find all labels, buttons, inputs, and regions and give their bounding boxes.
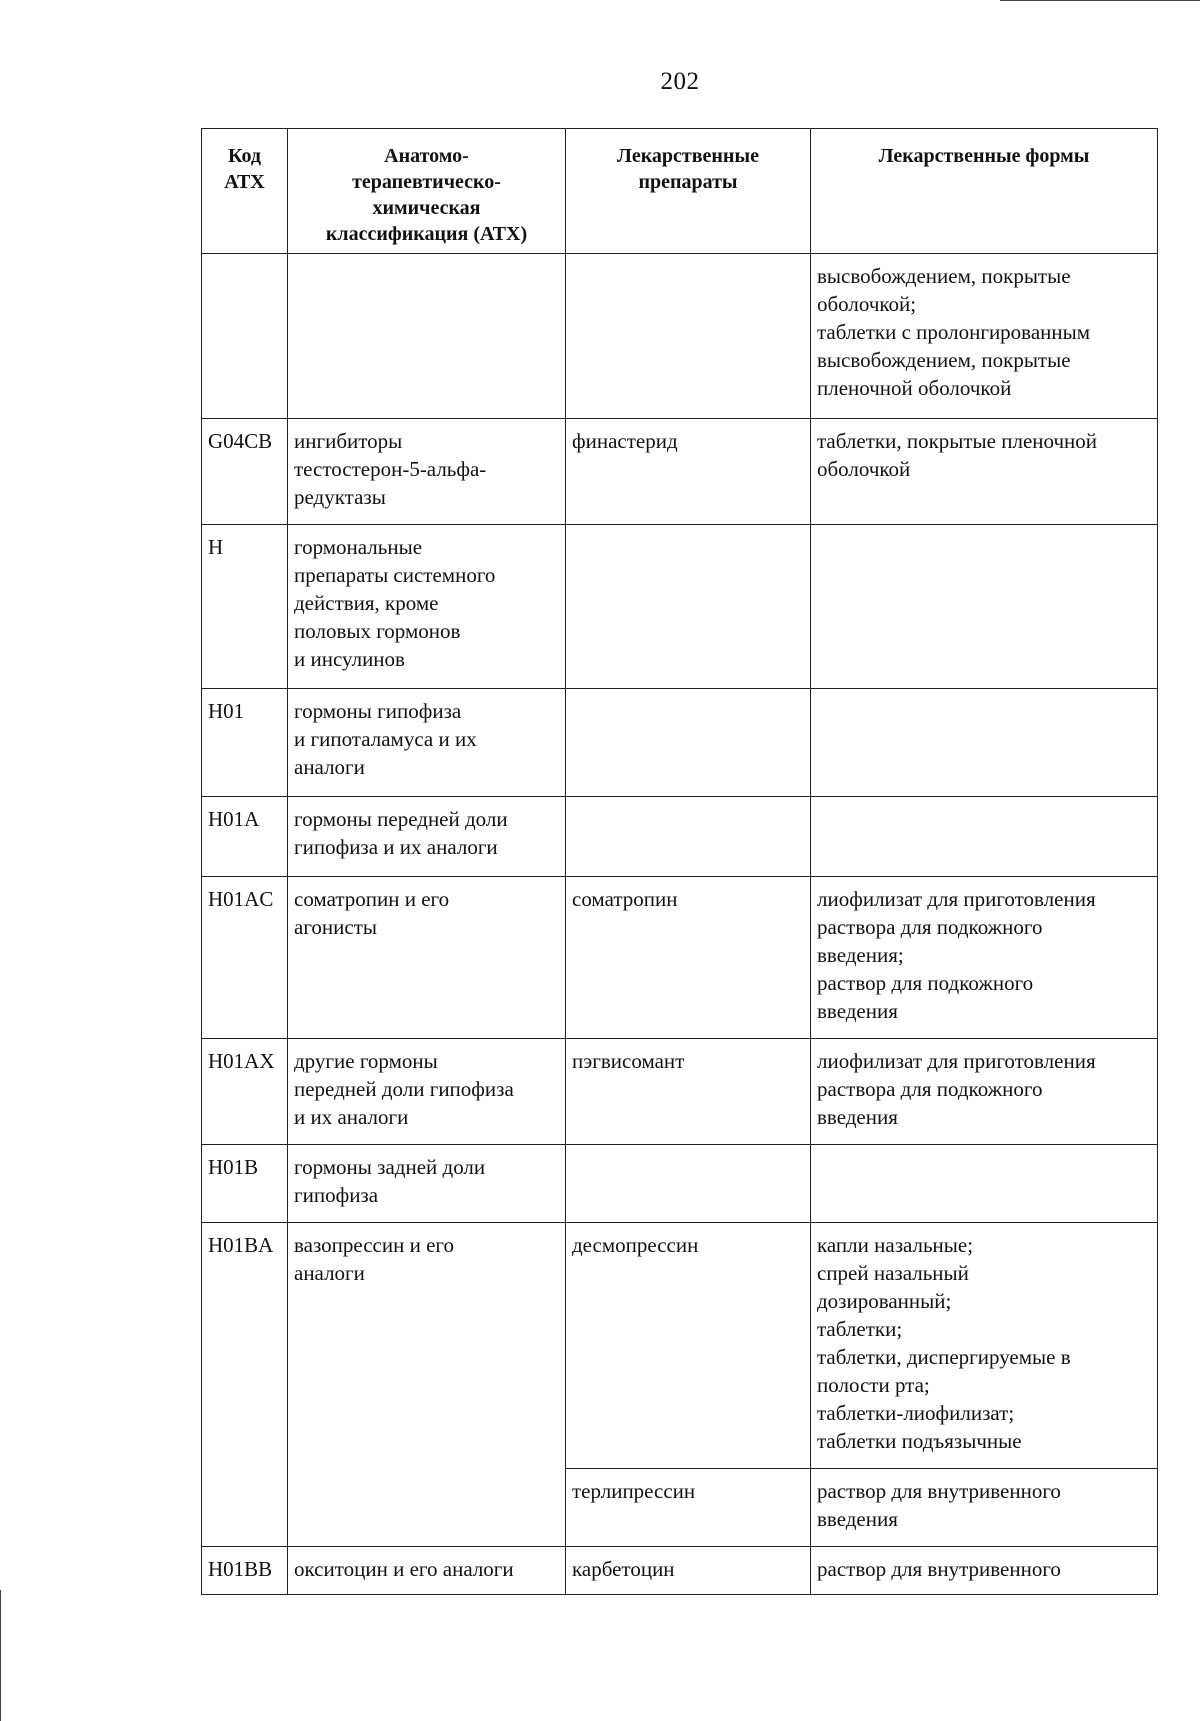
page-number: 202: [660, 68, 700, 95]
cell-forms: раствор для внутривенного введения: [811, 1469, 1158, 1547]
cell-code: H01AC: [202, 877, 288, 1039]
cell-classification: гормоны передней доли гипофиза и их аналоги: [288, 797, 566, 877]
table-row: [202, 419, 1158, 525]
cell-drug: соматропин: [566, 877, 811, 1039]
cell-drug: терлипрессин: [566, 1469, 811, 1547]
cell-drug: десмопрессин: [566, 1223, 811, 1469]
cell-classification: гормоны задней доли гипофиза: [288, 1145, 566, 1223]
table-row: [202, 1039, 1158, 1145]
table-row: [202, 689, 1158, 797]
cell-drug: [566, 254, 811, 419]
cell-code: H01: [202, 689, 288, 797]
cell-classification: соматропин и его агонисты: [288, 877, 566, 1039]
edge-mark-top-right: [1000, 0, 1200, 1]
cell-forms: раствор для внутривенного: [811, 1547, 1158, 1595]
cell-code: H: [202, 525, 288, 689]
cell-forms: [811, 1145, 1158, 1223]
cell-code: G04CB: [202, 419, 288, 525]
header-forms: Лекарственные формы: [811, 129, 1158, 254]
cell-forms: высвобождением, покрытые оболочкой; таблетки с пролонгированным высвобождением, покрытые пленочной оболочкой: [811, 254, 1158, 419]
cell-drug: [566, 689, 811, 797]
cell-forms: [811, 525, 1158, 689]
header-drugs: Лекарственные препараты: [566, 129, 811, 254]
cell-forms: [811, 797, 1158, 877]
cell-classification: вазопрессин и его аналоги: [288, 1223, 566, 1547]
cell-classification: ингибиторы тестостерон-5-альфа- редуктазы: [288, 419, 566, 525]
cell-code: H01AX: [202, 1039, 288, 1145]
cell-drug: [566, 797, 811, 877]
header-classification: Анатомо- терапевтическо- химическая классификация (АТХ): [288, 129, 566, 254]
cell-classification: другие гормоны передней доли гипофиза и их аналоги: [288, 1039, 566, 1145]
table-row: [202, 525, 1158, 689]
cell-code: H01BB: [202, 1547, 288, 1595]
table-header-row: [202, 129, 1158, 254]
table-row: [202, 1547, 1158, 1595]
table-row: [202, 797, 1158, 877]
cell-drug: финастерид: [566, 419, 811, 525]
cell-forms: лиофилизат для приготовления раствора для подкожного введения: [811, 1039, 1158, 1145]
cell-code: H01B: [202, 1145, 288, 1223]
cell-classification: окситоцин и его аналоги: [288, 1547, 566, 1595]
atc-table: [201, 128, 1158, 1595]
cell-forms: капли назальные; спрей назальный дозированный; таблетки; таблетки, диспергируемые в полости рта; таблетки-лиофилизат; таблетки подъязычные: [811, 1223, 1158, 1469]
cell-classification: гормональные препараты системного действия, кроме половых гормонов и инсулинов: [288, 525, 566, 689]
cell-forms: таблетки, покрытые пленочной оболочкой: [811, 419, 1158, 525]
cell-code: H01A: [202, 797, 288, 877]
table-row: [202, 254, 1158, 419]
cell-drug: [566, 1145, 811, 1223]
table-row: [202, 877, 1158, 1039]
cell-classification: гормоны гипофиза и гипоталамуса и их аналоги: [288, 689, 566, 797]
cell-classification: [288, 254, 566, 419]
edge-mark-left: [0, 1590, 1, 1721]
cell-forms: [811, 689, 1158, 797]
cell-forms: лиофилизат для приготовления раствора для подкожного введения; раствор для подкожного введения: [811, 877, 1158, 1039]
header-code: Код АТХ: [202, 129, 288, 254]
cell-drug: карбетоцин: [566, 1547, 811, 1595]
cell-drug: пэгвисомант: [566, 1039, 811, 1145]
table-row: [202, 1145, 1158, 1223]
cell-code: [202, 254, 288, 419]
table-row: [202, 1223, 1158, 1469]
cell-drug: [566, 525, 811, 689]
cell-code: H01BA: [202, 1223, 288, 1547]
